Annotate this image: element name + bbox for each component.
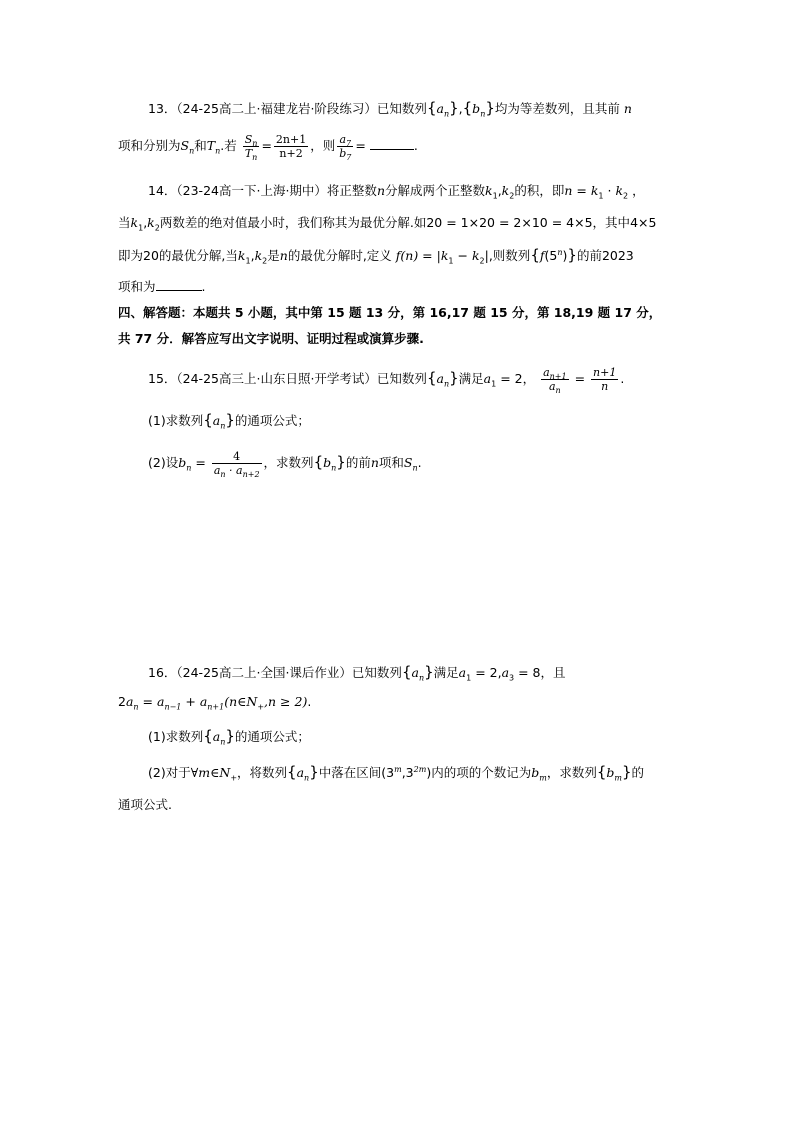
q16-cond-2: = 8 [518,665,541,680]
q14-n: n [376,183,385,198]
q16-p2: (2)对于 [148,765,191,780]
q13-b: b [472,101,481,116]
q15-a1-eq: = 2 [500,371,523,386]
q15-line-1: 15．（24-25高三上·山东日照·开学考试）已知数列$\{a_n\}$满足$a_1 = 2$， $\frac{a_{n+1}}{a_n}$ = $\frac{n+1}{n}$ . [148,366,625,396]
q15-p2: (2)设 [148,455,179,470]
q13-T: T [206,138,216,153]
q13-T-sub: n [215,146,221,156]
q14-k2-b: k [615,183,624,198]
q15-p1b: 的通项公式； [234,413,310,428]
q14-text-c: 的积，即 [514,183,565,198]
q13-a: a [436,101,444,116]
q16-forall: ∀m∈N [190,765,231,780]
q13-text-2a: 项和分别为 [118,138,181,153]
q16-text-b: 满足 [433,665,459,680]
q16-p1: (1)求数列 [148,729,204,744]
q14-text: 14．（23-24高一下·上海·期中）将正整数 [148,183,377,198]
q13-and: 和 [194,138,207,153]
q13-S-sub: n [189,146,195,156]
q15-frac-bn: $\frac{4}{a_n \cdot a_{n+2}}$ [213,450,260,480]
q14-n-2: n [564,183,573,198]
q13-text-b: 均为等差数列，且其前 [494,101,620,116]
q15-part-1: (1)求数列$\{a_n\}$的通项公式； [148,411,310,431]
q14-n-3: n [279,248,288,263]
q15-p1: (1)求数列 [148,413,204,428]
q16-cond-n-b: ,n ≥ 2) [264,694,308,709]
q13-ruo: .若 [220,138,237,153]
q14-text-2a: 当 [118,215,131,230]
q14-four-five: 4×5 [630,215,657,230]
q15-text-b: 满足 [458,371,484,386]
q14-k1-b: k [590,183,599,198]
q14-text-3b: 的最优分解,当 [158,248,238,263]
q14-text-2b: 两数差的绝对值最小时，我们称其为最优分解.如 [159,215,427,230]
q16-p2b: ，将数列 [237,765,288,780]
q14-twenty: 20 [143,248,159,263]
q14-line-3: 即为20的最优分解,当$k_1,k_2$是n的最优分解时,定义 $f(n) = |k_1 - k_2|$,则数列{f(5$^n$)}的前2023 [118,246,634,266]
q14-k2-e: k [471,248,480,263]
q13-sub-n: n [443,109,450,119]
q14-fn: f(n) = |k [395,248,449,263]
section-4-header-line-1: 四、解答题：本题共 5 小题，其中第 15 题 13 分，第 16,17 题 15 分，第 18,19 题 17 分， [118,305,662,320]
q14-k1: k [485,183,493,198]
q13-ze: ，则 [310,138,336,153]
q15-p2b: ，求数列 [263,455,314,470]
q16-p2d: 内的项的个数记为 [431,765,532,780]
q15-frac-value: $\frac{n+1}{n}$ [593,366,617,393]
q16-p1b: 的通项公式； [234,729,310,744]
q14-k2: k [501,183,510,198]
q13-frac-value: $\frac{2n+1}{n+2}$ [275,133,307,160]
q14-end: . [201,279,206,294]
q14-2023: 2023 [601,248,634,263]
q13-line-2 [118,133,418,163]
q14-k2-c: k [147,215,155,230]
q14-k1-d: k [237,248,246,263]
q13-answer-blank[interactable] [370,137,414,150]
q15-text: 15．（24-25高三上·山东日照·开学考试）已知数列 [148,371,427,386]
q16-cond: = 2, [475,665,502,680]
q16-part-2: (2)对于$\forall m\in N_+$，将数列$\{a_n\}$中落在区间$(3^m,3^{2m})$内的项的个数记为$b_m$，求数列$\{b_m\}$的 [148,763,645,783]
q14-text-3d: 的最优分解时,定义 [287,248,392,263]
q16-line-2: $2a_n = a_{n-1}$ + $a_{n+1}(n\in N_+,n \ge 2)$. [118,694,312,712]
q14-line-2: 当$k_1,k_2$两数差的绝对值最小时，我们称其为最优分解.如20 = 1×20 = 2×10 = 4×5，其中4×5 [118,215,657,233]
q13-eq: = [261,138,272,153]
q14-equation: 20 = 1×20 = 2×10 = 4×5 [426,215,593,230]
q13-line-1: 13．（24-25高二上·福建龙岩·阶段练习）已知数列$\{a_n\},\{b_n\}$均为等差数列，且其前 n [148,99,632,119]
q14-text-3f: 的前 [576,248,602,263]
q13-n: n [623,101,632,116]
q14-k1-c: k [130,215,139,230]
q16-p2e: ，求数列 [546,765,597,780]
q14-line-1: 14．（23-24高一下·上海·期中）将正整数n分解成两个正整数$k_1,k_2$的积，即$n = k_1 \cdot k_2$ ， [148,183,645,201]
q15-comma: ， [522,371,536,386]
q16-part-1: (1)求数列$\{a_n\}$的通项公式； [148,727,310,747]
q16-text-c: ，且 [540,665,566,680]
q14-text-3a: 即为 [118,248,144,263]
q15-part-2: (2)设$b_n$ = $\frac{4}{a_n \cdot a_{n+2}}$ ，求数列$\{b_n\}$的前n项和$S_n$. [148,450,422,480]
q16-p2f: 的 [631,765,645,780]
q14-text-3c: 是 [267,248,280,263]
q13-frac-ab: $\frac{a_7}{b_7}$ [339,133,352,163]
q15-p2c: 的前 [345,455,371,470]
q13-end: . [413,138,418,153]
q13-text: 13．（24-25高二上·福建龙岩·阶段练习）已知数列 [148,101,427,116]
q14-text-3e: ,则数列 [488,248,531,263]
q14-k2-d: k [254,248,263,263]
q14-text-4: 项和为 [118,279,156,294]
q14-text-b: 分解成两个正整数 [385,183,486,198]
q14-line-4 [118,277,206,297]
q16-line-3: 通项公式. [118,797,172,812]
section-4-header-line-2: 共 77 分．解答应写出文字说明、证明过程或演算步骤. [118,331,424,346]
q14-text-2c: ，其中 [592,215,631,230]
q15-end: . [417,455,422,470]
q13-frac-st: $\frac{S_n}{T_n}$ [244,133,258,163]
q13-eq-2: = [355,138,366,153]
q13-sub-n-b: n [480,109,486,119]
q14-answer-blank[interactable] [156,278,202,291]
q15-frac-ratio: $\frac{a_{n+1}}{a_n}$ [543,366,567,396]
q13-S: S [180,138,190,153]
q16-p2c: 中落在区间 [318,765,382,780]
q16-line-1: 16．（24-25高二上·全国·课后作业）已知数列$\{a_n\}$满足$a_1 = 2,a_3 = 8$，且 [148,663,566,683]
q16-text: 16．（24-25高二上·全国·课后作业）已知数列 [148,665,402,680]
q16-cond-n: (n∈N [224,694,258,709]
q15-p2d: 项和 [378,455,404,470]
